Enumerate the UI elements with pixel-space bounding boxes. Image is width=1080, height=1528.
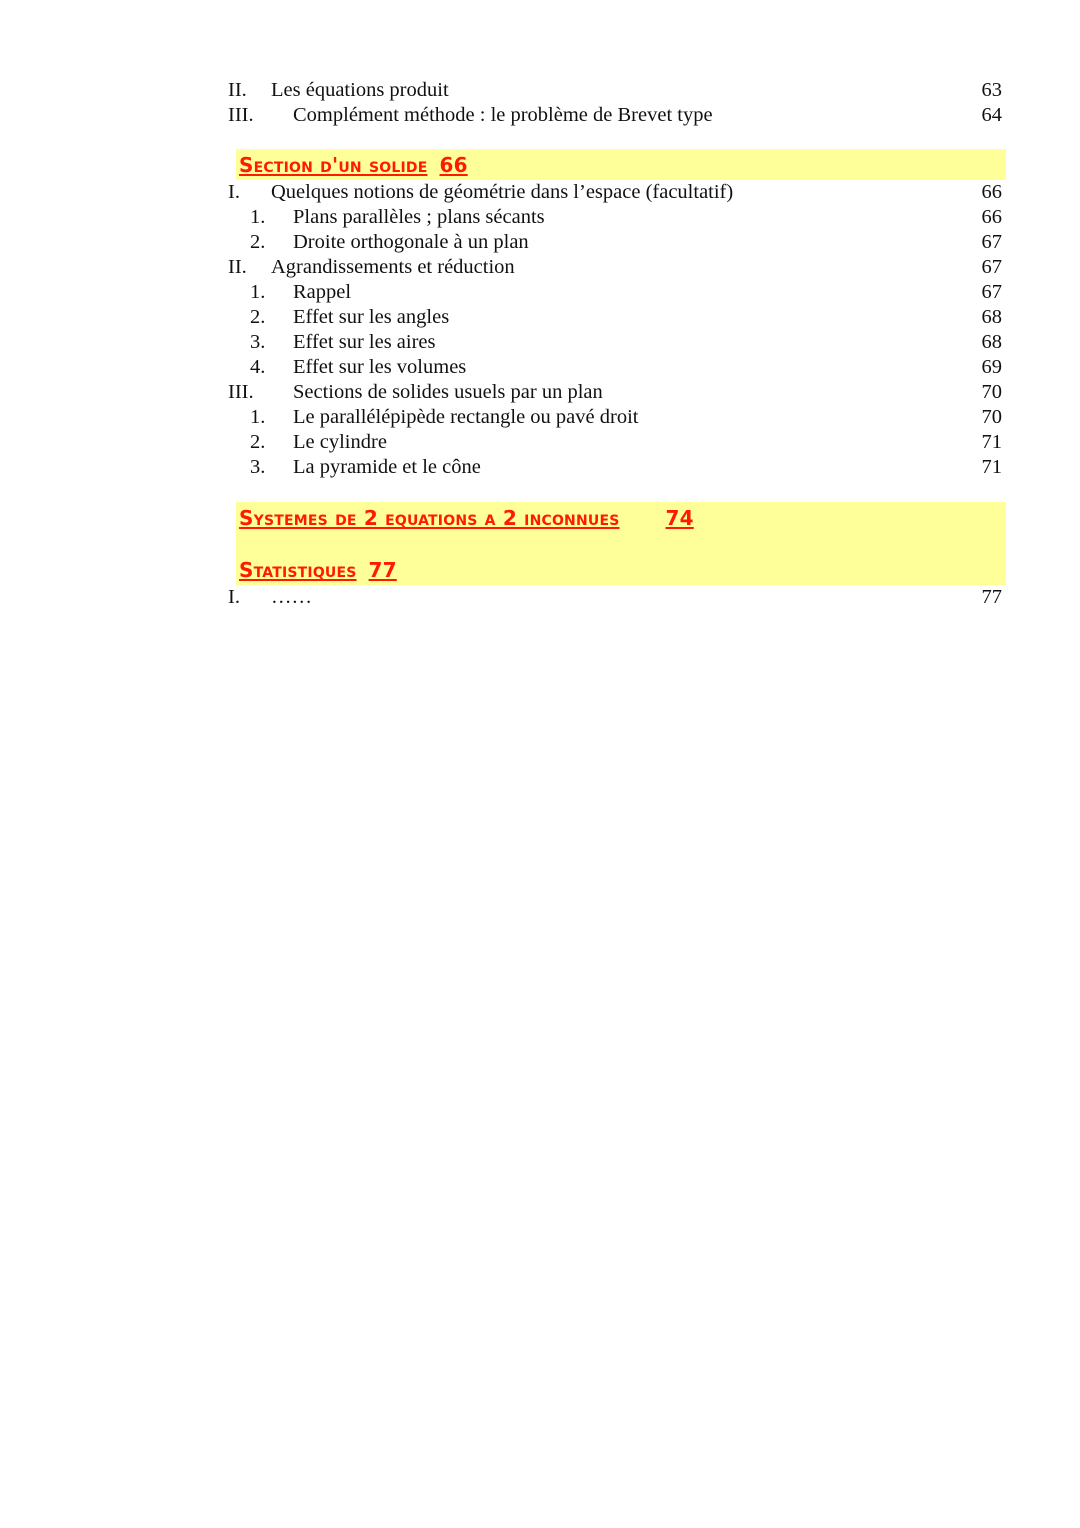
toc-entry[interactable] <box>0 205 1080 230</box>
entry-title: Plans parallèles ; plans sécants <box>293 206 545 228</box>
entry-number: II. <box>228 256 247 278</box>
section-heading-systemes[interactable] <box>239 506 694 530</box>
entry-number: III. <box>228 381 254 403</box>
toc-entry[interactable] <box>0 78 1080 103</box>
entry-title: Rappel <box>293 281 352 303</box>
entry-page: 68 <box>981 306 1002 328</box>
toc-entry[interactable] <box>0 180 1080 205</box>
entry-number: 4. <box>250 356 266 378</box>
entry-page: 66 <box>981 181 1002 203</box>
toc-entry[interactable] <box>0 330 1080 355</box>
entry-page: 69 <box>981 356 1002 378</box>
toc-entry[interactable] <box>0 430 1080 455</box>
toc-entry[interactable] <box>0 103 1080 128</box>
toc-entry[interactable] <box>0 255 1080 280</box>
entry-number: 1. <box>250 281 266 303</box>
entry-page: 67 <box>981 256 1002 278</box>
section-title: Systemes de 2 equations a 2 inconnues <box>239 506 620 530</box>
section-heading-statistiques[interactable] <box>239 558 397 582</box>
entry-number: 1. <box>250 406 266 428</box>
entry-title: La pyramide et le cône <box>293 456 481 478</box>
entry-page: 71 <box>981 431 1002 453</box>
entry-page: 68 <box>981 331 1002 353</box>
entry-number: 3. <box>250 331 266 353</box>
section-page: 74 <box>665 506 694 530</box>
entry-title: Effet sur les aires <box>293 331 436 353</box>
entry-title: Effet sur les angles <box>293 306 450 328</box>
entry-number: II. <box>228 79 247 101</box>
toc-entry[interactable] <box>0 380 1080 405</box>
entry-title: Droite orthogonale à un plan <box>293 231 529 253</box>
section-title: Statistiques <box>239 558 357 582</box>
entry-title: Le cylindre <box>293 431 387 453</box>
entry-page: 63 <box>981 79 1002 101</box>
entry-number: III. <box>228 104 254 126</box>
entry-title: Agrandissements et réduction <box>271 256 515 278</box>
entry-page: 77 <box>981 586 1002 608</box>
toc-entry[interactable] <box>0 405 1080 430</box>
entry-page: 67 <box>981 231 1002 253</box>
entry-title: Le parallélépipède rectangle ou pavé droit <box>293 406 639 428</box>
toc-entry[interactable] <box>0 230 1080 255</box>
entry-number: 3. <box>250 456 266 478</box>
section-title: Section d'un solide <box>239 153 428 177</box>
entry-page: 71 <box>981 456 1002 478</box>
entry-number: I. <box>228 181 240 203</box>
entry-title: Les équations produit <box>271 79 449 101</box>
entry-title: Effet sur les volumes <box>293 356 467 378</box>
toc-entry[interactable] <box>0 355 1080 380</box>
toc-entry[interactable] <box>0 280 1080 305</box>
entry-title: Complément méthode : le problème de Brevet type <box>293 104 713 126</box>
section-page: 66 <box>439 153 468 177</box>
toc-entry[interactable] <box>0 455 1080 480</box>
entry-page: 66 <box>981 206 1002 228</box>
toc-entry[interactable] <box>0 585 1080 610</box>
entry-title: Quelques notions de géométrie dans l’espace (facultatif) <box>271 181 734 203</box>
entry-page: 64 <box>981 104 1002 126</box>
entry-page: 70 <box>981 381 1002 403</box>
entry-number: 1. <box>250 206 266 228</box>
entry-number: 2. <box>250 231 266 253</box>
section-page: 77 <box>368 558 397 582</box>
entry-title: …… <box>271 586 312 608</box>
entry-number: 2. <box>250 306 266 328</box>
entry-page: 67 <box>981 281 1002 303</box>
entry-number: I. <box>228 586 240 608</box>
entry-title: Sections de solides usuels par un plan <box>293 381 603 403</box>
entry-number: 2. <box>250 431 266 453</box>
entry-page: 70 <box>981 406 1002 428</box>
section-heading-solide[interactable] <box>239 153 468 177</box>
toc-entry[interactable] <box>0 305 1080 330</box>
